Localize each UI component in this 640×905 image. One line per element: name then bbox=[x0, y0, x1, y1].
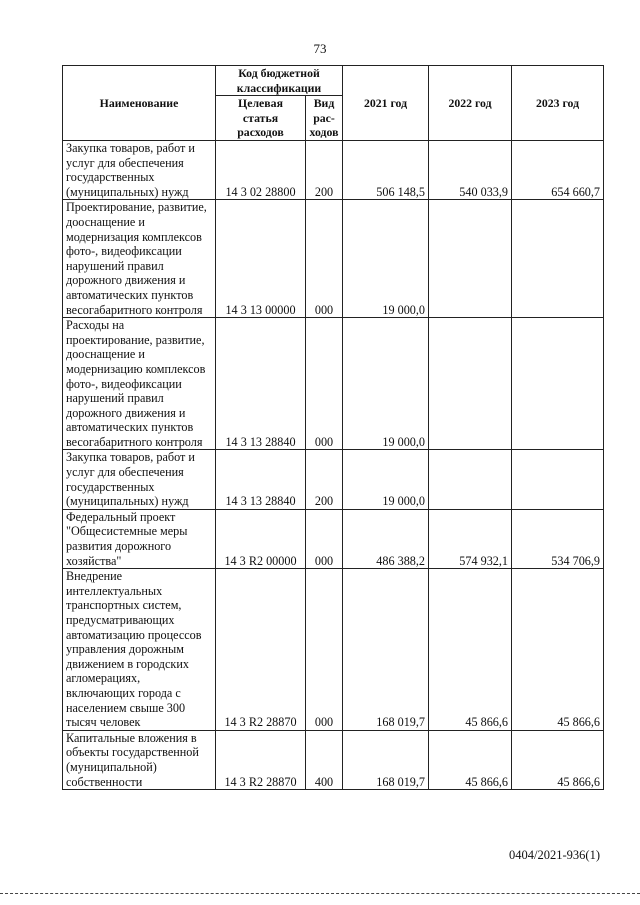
row-2021: 19 000,0 bbox=[343, 450, 429, 509]
row-kind: 000 bbox=[306, 509, 343, 568]
row-2023: 45 866,6 bbox=[512, 569, 604, 731]
row-target: 14 3 13 28840 bbox=[216, 318, 306, 450]
row-target: 14 3 R2 00000 bbox=[216, 509, 306, 568]
row-2021: 506 148,5 bbox=[343, 141, 429, 200]
table-row bbox=[63, 450, 604, 509]
header-code-group: Код бюджетной классификации bbox=[216, 66, 343, 96]
row-target: 14 3 R2 28870 bbox=[216, 569, 306, 731]
header-kind: Вид рас-ходов bbox=[306, 96, 343, 141]
table-header bbox=[63, 66, 604, 141]
row-2023 bbox=[512, 200, 604, 318]
row-name: Проектирование, развитие, дооснащение и модернизация комплексов фото-, видеофиксации нарушений правил дорожного движения и автоматических пунктов весогабаритного контроля bbox=[63, 200, 216, 318]
table-row bbox=[63, 509, 604, 568]
budget-table bbox=[62, 65, 604, 790]
table-row bbox=[63, 200, 604, 318]
row-2023 bbox=[512, 318, 604, 450]
document-code: 0404/2021-936(1) bbox=[509, 848, 600, 862]
header-2023: 2023 год bbox=[512, 66, 604, 141]
row-2022: 574 932,1 bbox=[429, 509, 512, 568]
row-2021: 19 000,0 bbox=[343, 318, 429, 450]
table-row bbox=[63, 141, 604, 200]
row-2022 bbox=[429, 200, 512, 318]
row-2023 bbox=[512, 450, 604, 509]
row-2022: 45 866,6 bbox=[429, 569, 512, 731]
header-2021: 2021 год bbox=[343, 66, 429, 141]
page-number: 73 bbox=[313, 41, 327, 56]
row-kind: 200 bbox=[306, 141, 343, 200]
row-name: Закупка товаров, работ и услуг для обеспечения государственных (муниципальных) нужд bbox=[63, 141, 216, 200]
row-target: 14 3 R2 28870 bbox=[216, 730, 306, 789]
table-row bbox=[63, 318, 604, 450]
row-name: Расходы на проектирование, развитие, дооснащение и модернизацию комплексов фото-, видеофиксации нарушений правил дорожного движения и автоматических пунктов весогабаритного контроля bbox=[63, 318, 216, 450]
row-2021: 168 019,7 bbox=[343, 569, 429, 731]
row-target: 14 3 13 28840 bbox=[216, 450, 306, 509]
row-name: Федеральный проект "Общесистемные меры развития дорожного хозяйства" bbox=[63, 509, 216, 568]
row-kind: 200 bbox=[306, 450, 343, 509]
table-row bbox=[63, 730, 604, 789]
row-2021: 486 388,2 bbox=[343, 509, 429, 568]
row-kind: 000 bbox=[306, 200, 343, 318]
table-row bbox=[63, 569, 604, 731]
row-kind: 400 bbox=[306, 730, 343, 789]
header-name: Наименование bbox=[63, 66, 216, 141]
row-2023: 534 706,9 bbox=[512, 509, 604, 568]
row-2022: 45 866,6 bbox=[429, 730, 512, 789]
row-2022 bbox=[429, 450, 512, 509]
row-target: 14 3 13 00000 bbox=[216, 200, 306, 318]
row-2023: 45 866,6 bbox=[512, 730, 604, 789]
row-2023: 654 660,7 bbox=[512, 141, 604, 200]
row-name: Внедрение интеллектуальных транспортных систем, предусматривающих автоматизацию процессов управления дорожным движением в городских агломерациях, включающих города с населением свыше 300 тысяч человек bbox=[63, 569, 216, 731]
row-2022: 540 033,9 bbox=[429, 141, 512, 200]
row-target: 14 3 02 28800 bbox=[216, 141, 306, 200]
row-2022 bbox=[429, 318, 512, 450]
row-2021: 168 019,7 bbox=[343, 730, 429, 789]
row-kind: 000 bbox=[306, 569, 343, 731]
table-body bbox=[63, 141, 604, 790]
header-target: Целевая статья расходов bbox=[216, 96, 306, 141]
row-2021: 19 000,0 bbox=[343, 200, 429, 318]
bottom-divider bbox=[0, 893, 640, 894]
row-kind: 000 bbox=[306, 318, 343, 450]
row-name: Закупка товаров, работ и услуг для обеспечения государственных (муниципальных) нужд bbox=[63, 450, 216, 509]
header-2022: 2022 год bbox=[429, 66, 512, 141]
row-name: Капитальные вложения в объекты государственной (муниципальной) собственности bbox=[63, 730, 216, 789]
